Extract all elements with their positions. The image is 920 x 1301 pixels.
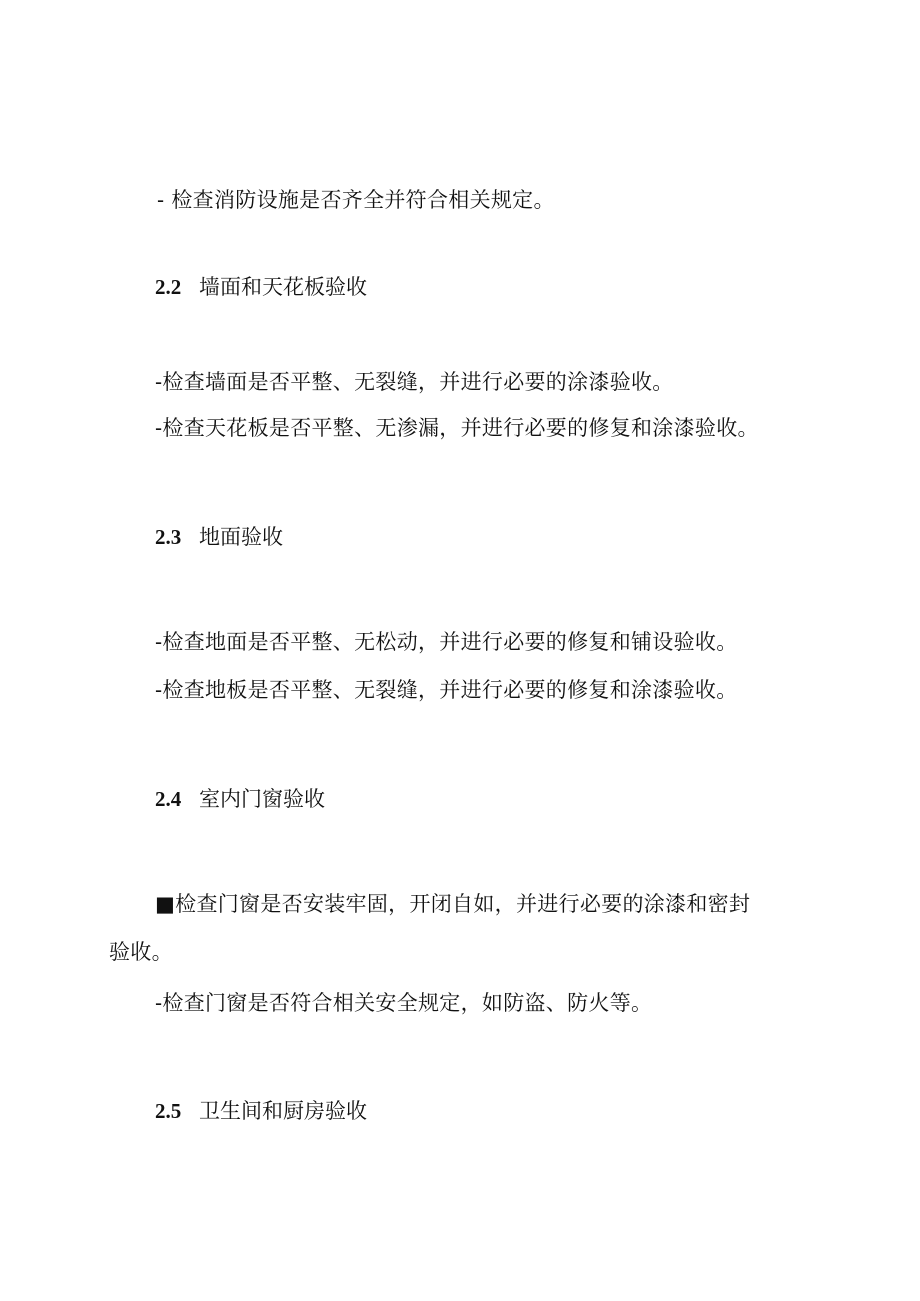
bullet-ground-check: -检查地面是否平整、无松动，并进行必要的修复和铺设验收。 [155,630,738,654]
bullet-wall-check: -检查墙面是否平整、无裂缝，并进行必要的涂漆验收。 [155,370,674,394]
section-title: 卫生间和厨房验收 [199,1099,367,1123]
section-title: 室内门窗验收 [199,787,325,811]
bullet-floorboard-check: -检查地板是否平整、无裂缝，并进行必要的修复和涂漆验收。 [155,678,738,702]
section-number: 2.2 [155,275,182,299]
bullet-door-window-safety: -检查门窗是否符合相关安全规定，如防盗、防火等。 [155,991,653,1015]
section-heading-2-3 [155,522,283,552]
bullet-ceiling-check: -检查天花板是否平整、无渗漏，并进行必要的修复和涂漆验收。 [155,416,759,440]
section-number: 2.4 [155,787,182,811]
bullet-fire-facilities: - 检查消防设施是否齐全并符合相关规定。 [157,188,555,212]
section-title: 地面验收 [199,525,283,549]
section-heading-2-4 [155,784,325,814]
bullet-door-window-install-cont: 验收。 [109,940,173,964]
section-heading-2-5 [155,1096,367,1126]
section-heading-2-2 [155,272,367,302]
section-number: 2.3 [155,525,182,549]
section-number: 2.5 [155,1099,182,1123]
section-title: 墙面和天花板验收 [199,275,367,299]
bullet-door-window-install: ■检查门窗是否安装牢固，开闭自如，并进行必要的涂漆和密封 [155,892,751,916]
